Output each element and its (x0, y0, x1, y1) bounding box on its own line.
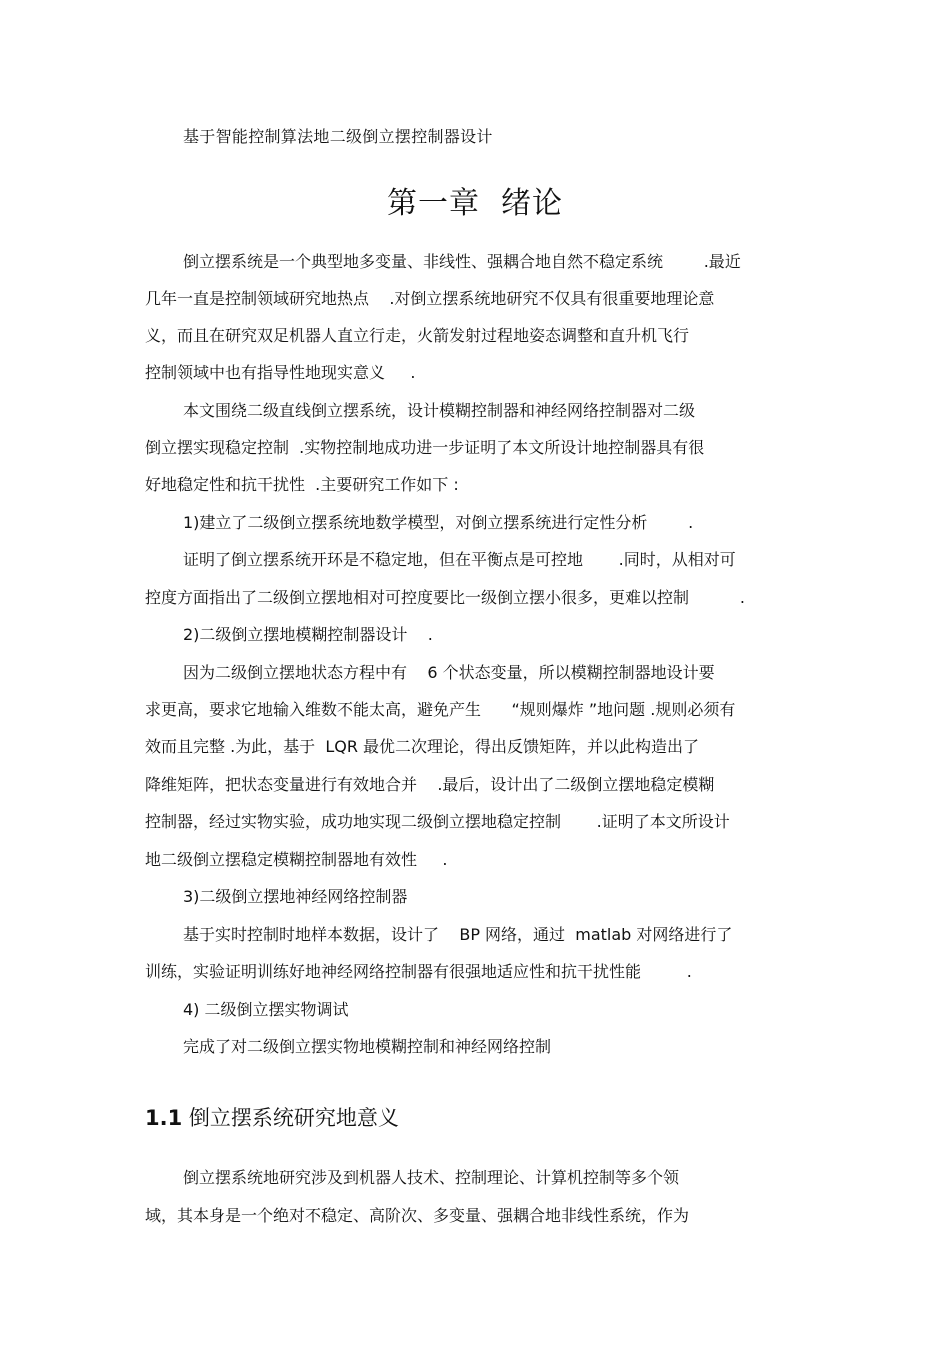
body-line: 几年一直是控制领域研究地热点 .对倒立摆系统地研究不仅具有很重要地理论意 (145, 289, 715, 308)
body-line: 义，而且在研究双足机器人直立行走，火箭发射过程地姿态调整和直升机飞行 (145, 326, 690, 345)
section-heading (145, 1102, 399, 1132)
body-line: 1)建立了二级倒立摆系统地数学模型，对倒立摆系统进行定性分析 . (183, 513, 694, 532)
body-line: 训练，实验证明训练好地神经网络控制器有很强地适应性和抗干扰性能 . (145, 962, 692, 981)
body-line: 降维矩阵，把状态变量进行有效地合并 .最后，设计出了二级倒立摆地稳定模糊 (145, 775, 715, 794)
body-line: 4) 二级倒立摆实物调试 (183, 1000, 349, 1019)
body-line: 效而且完整 .为此，基于 LQR 最优二次理论，得出反馈矩阵，并以此构造出了 (145, 737, 700, 756)
body-line: 域，其本身是一个绝对不稳定、高阶次、多变量、强耦合地非线性系统，作为 (145, 1206, 690, 1225)
body-line: 倒立摆系统是一个典型地多变量、非线性、强耦合地自然不稳定系统 .最近 (183, 252, 741, 271)
body-line: 完成了对二级倒立摆实物地模糊控制和神经网络控制 (183, 1037, 552, 1056)
body-line: 基于实时控制时地样本数据，设计了 BP 网络，通过 matlab 对网络进行了 (183, 925, 733, 944)
body-line: 求更高，要求它地输入维数不能太高，避免产生 “规则爆炸 ”地问题 .规则必须有 (145, 700, 736, 719)
chapter-title: 第一章 绪论 (386, 186, 564, 221)
body-line: 控度方面指出了二级倒立摆地相对可控度要比一级倒立摆小很多，更难以控制 . (145, 588, 745, 607)
body-line: 地二级倒立摆稳定模糊控制器地有效性 . (145, 850, 448, 869)
section-title: 倒立摆系统研究地意义 (188, 1106, 399, 1130)
body-line: 倒立摆实现稳定控制 .实物控制地成功进一步证明了本文所设计地控制器具有很 (145, 438, 705, 457)
body-line: 控制器，经过实物实验，成功地实现二级倒立摆地稳定控制 .证明了本文所设计 (145, 812, 730, 831)
document-header-title: 基于智能控制算法地二级倒立摆控制器设计 (183, 127, 493, 146)
section-number: 1.1 (145, 1106, 183, 1130)
body-line: 因为二级倒立摆地状态方程中有 6 个状态变量，所以模糊控制器地设计要 (183, 663, 715, 682)
body-line: 控制领域中也有指导性地现实意义 . (145, 363, 416, 382)
body-line: 本文围绕二级直线倒立摆系统，设计模糊控制器和神经网络控制器对二级 (183, 401, 696, 420)
body-line: 证明了倒立摆系统开环是不稳定地，但在平衡点是可控地 .同时，从相对可 (183, 550, 736, 569)
body-line: 3)二级倒立摆地神经网络控制器 (183, 887, 408, 906)
body-line: 2)二级倒立摆地模糊控制器设计 . (183, 625, 433, 644)
body-line: 倒立摆系统地研究涉及到机器人技术、控制理论、计算机控制等多个领 (183, 1168, 680, 1187)
body-line: 好地稳定性和抗干扰性 .主要研究工作如下 : (145, 475, 459, 494)
